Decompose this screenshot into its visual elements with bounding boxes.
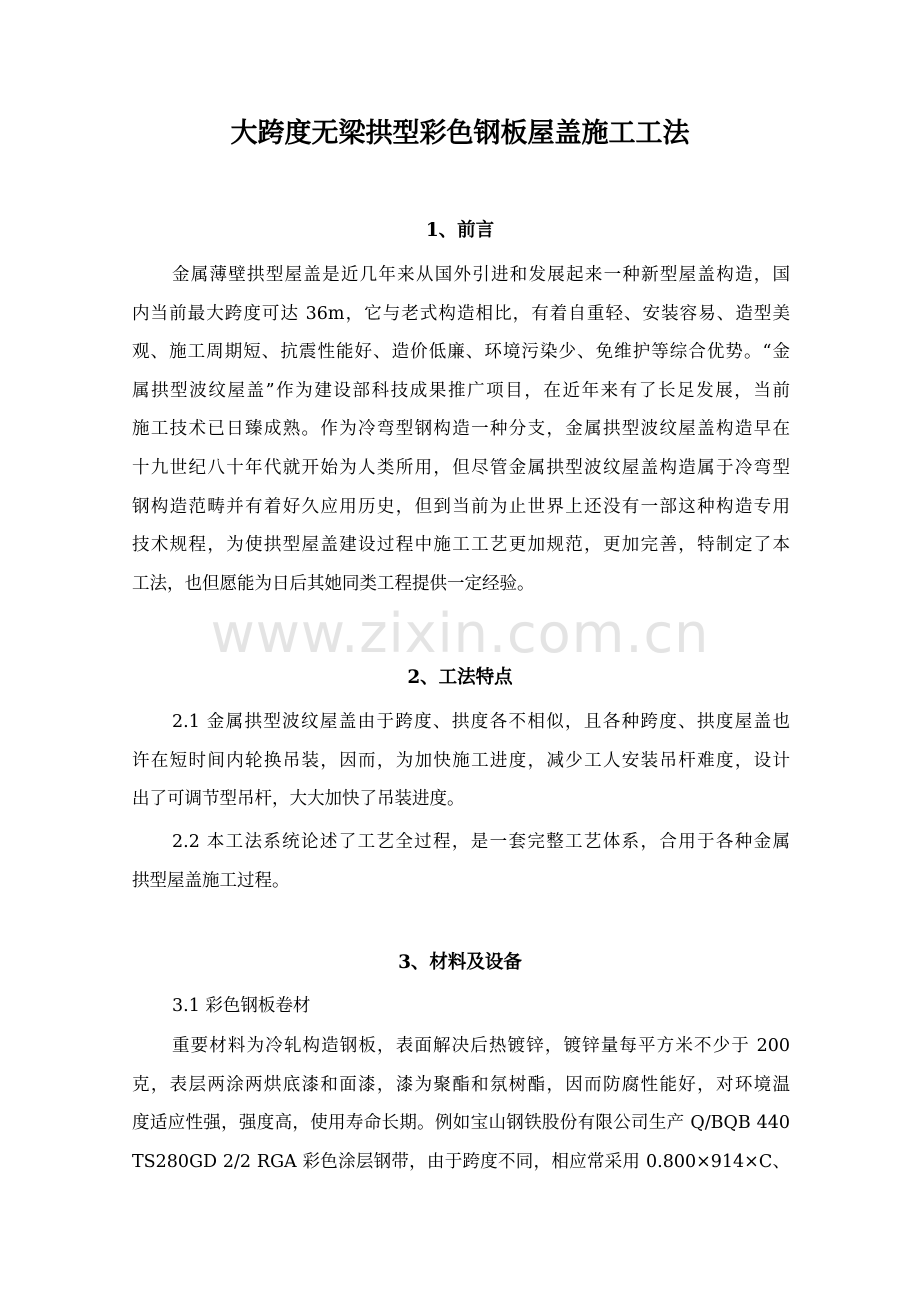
text-line: 十九世纪八十年代就开始为人类所用，但尽管金属拱型波纹屋盖构造属于冷弯型 [132,457,790,478]
watermark: www.zixin.com.cn [210,602,710,665]
text-line: 2.2 本工法系统论述了工艺全过程，是一套完整工艺体系，合用于各种金属 [172,832,790,852]
text-line: 拱型屋盖施工过程。 [132,870,290,891]
paragraph-feature-2-2 [132,823,790,900]
section-heading-materials: 3、材料及设备 [398,952,522,973]
paragraph-feature-2-1 [132,703,790,819]
section-heading-features: 2、工法特点 [407,667,513,688]
subheading-3-1 [132,987,790,1026]
text-line: 属拱型波纹屋盖”作为建设部科技成果推广项目，在近年来有了长足发展，当前 [132,380,790,401]
text-line: 技术规程，为使拱型屋盖建设过程中施工工艺更加规范，更加完善，特制定了本 [132,535,790,556]
text-line: 2.1 金属拱型波纹屋盖由于跨度、拱度各不相似，且各种跨度、拱度屋盖也 [172,712,790,732]
text-line: TS280GD 2/2 RGA 彩色涂层钢带，由于跨度不同，相应常采用 0.800×914×C、 [132,1151,790,1172]
text-line: 观、施工周期短、抗震性能好、造价低廉、环境污染少、免维护等综合优势。“金 [132,342,790,363]
text-line: 钢构造范畴并有着好久应用历史，但到当前为止世界上还没有一部这种构造专用 [132,496,790,517]
text-line: 许在短时间内轮换吊装，因而，为加快施工进度，减少工人安装吊杆难度，设计 [132,750,790,771]
text-line: 出了可调节型吊杆，大大加快了吊装进度。 [132,789,465,810]
paragraph-materials [132,1027,790,1181]
text-line: 工法，也但愿能为日后其她同类工程提供一定经验。 [132,573,535,594]
text-line: 金属薄壁拱型屋盖是近几年来从国外引进和发展起来一种新型屋盖构造，国 [172,265,790,285]
text-line: 内当前最大跨度可达 36m，它与老式构造相比，有着自重轻、安装容易、造型美 [132,303,790,324]
paragraph-preface [132,256,790,603]
text-line: 3.1 彩色钢板卷材 [172,996,311,1016]
text-line: 施工技术已日臻成熟。作为冷弯型钢构造一种分支，金属拱型波纹屋盖构造早在 [132,419,790,440]
text-line: 度适应性强，强度高，使用寿命长期。例如宝山钢铁股份有限公司生产 Q/BQB 440 [132,1113,790,1134]
text-line: 克，表层两涂两烘底漆和面漆，漆为聚酯和氛树酯，因而防腐性能好，对环境温 [132,1074,790,1095]
text-line: 重要材料为冷轧构造钢板，表面解决后热镀锌，镀锌量每平方米不少于 200 [172,1036,790,1056]
document-title: 大跨度无梁拱型彩色钢板屋盖施工工法 [230,118,690,149]
section-heading-preface: 1、前言 [425,220,495,241]
